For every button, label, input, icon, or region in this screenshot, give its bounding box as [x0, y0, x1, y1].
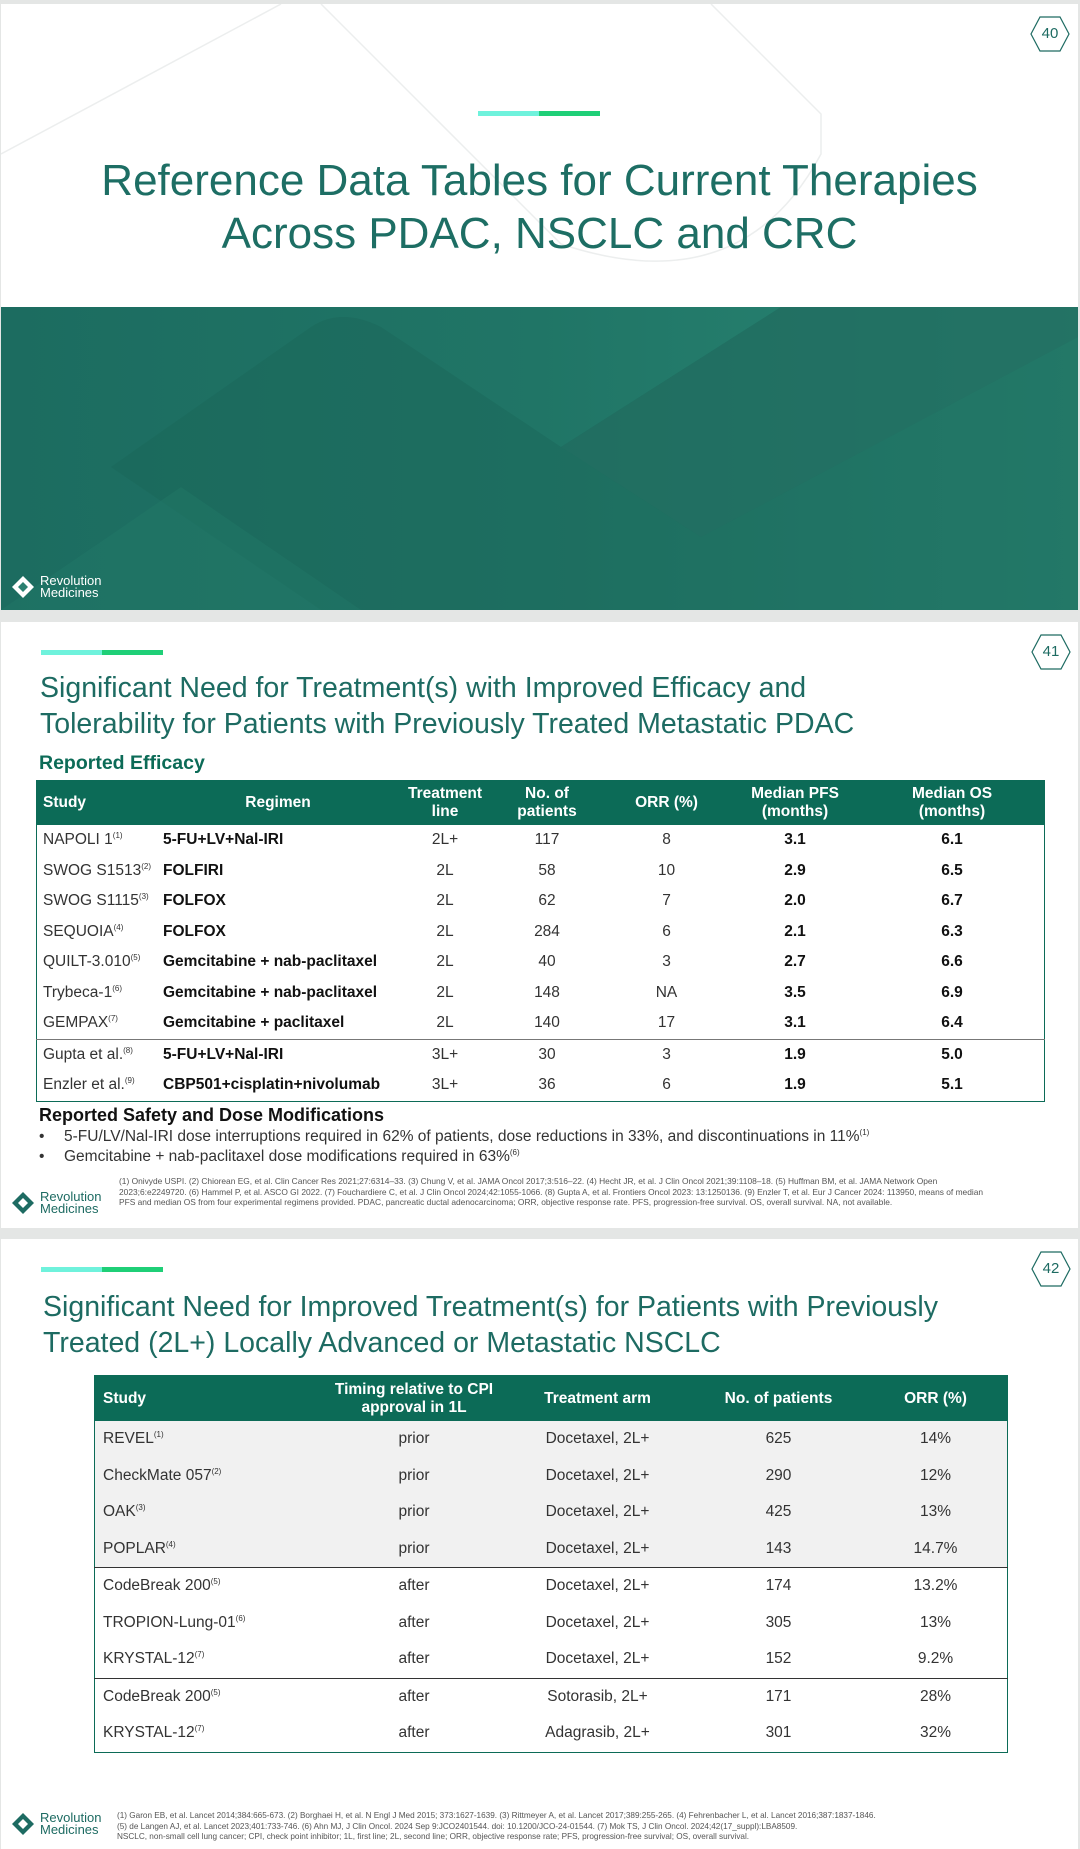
treatment-line-cell: 2L: [436, 861, 454, 879]
table-row: [37, 917, 1045, 948]
regimen-cell: Gemcitabine + nab-paclitaxel: [163, 953, 378, 971]
treatment-arm-cell: Docetaxel, 2L+: [502, 1458, 693, 1495]
footnote-line: (5) de Langen AJ, et al. Lancet 2023;401:733-746. (6) Ahn MJ, J Clin Oncol. 2024 Sep 9:JCO2401544. doi: 10.1200/JCO-24-01544. (7) Mok TS, J Clin Oncol. 2024;42(17_suppl):LBA8509.: [117, 1821, 798, 1831]
study-cell: [37, 978, 158, 1009]
treatment-line-cell: 3L+: [431, 1076, 459, 1094]
timing-cell: after: [398, 1613, 430, 1631]
regimen-cell: FOLFOX: [163, 922, 226, 940]
table-header-row: [37, 781, 1045, 826]
median-pfs-cell: 1.9: [784, 1076, 806, 1094]
orr-cell: 10: [657, 861, 676, 879]
reference-marker: (7): [108, 1014, 118, 1024]
treatment-arm-cell: Adagrasib, 2L+: [545, 1724, 650, 1742]
regimen-cell: Gemcitabine + paclitaxel: [163, 1014, 345, 1032]
treatment-line-cell: 2L+: [431, 831, 459, 849]
orr-cell: 6: [662, 922, 671, 940]
patients-cell: 152: [765, 1650, 792, 1668]
column-header-study: Study: [37, 781, 158, 826]
patients-cell: 290: [693, 1458, 864, 1495]
table-row: [37, 825, 1045, 856]
table-row: [95, 1531, 1008, 1568]
study-name: KRYSTAL-12: [103, 1724, 195, 1742]
timing-cell: after: [326, 1568, 502, 1605]
treatment-arm-cell: Docetaxel, 2L+: [502, 1421, 693, 1458]
logo-text-line1: Revolution: [40, 1810, 102, 1825]
slide-title-line2: Treated (2L+) Locally Advanced or Metastatic NSCLC: [43, 1327, 721, 1359]
footnote-line: NSCLC, non-small cell lung cancer; CPI, check point inhibitor; 1L, first line; 2L, second line; ORR, objective response rate; PFS, progression-free survival; OS, overall survival.: [117, 1832, 750, 1841]
slide-41: [1, 622, 1078, 1228]
regimen-cell: CBP501+cisplatin+nivolumab: [163, 1076, 381, 1094]
column-header-study: Study: [95, 1376, 327, 1422]
column-header-median-pfs: [730, 781, 860, 826]
reference-marker: (5): [130, 953, 141, 963]
study-cell: [95, 1421, 327, 1458]
logo-mark-icon: [11, 1191, 35, 1215]
study-cell: [95, 1458, 327, 1495]
regimen-cell: 5-FU+LV+Nal-IRI: [157, 1039, 399, 1070]
treatment-line-cell: 3L+: [399, 1039, 491, 1070]
footnotes: [117, 1811, 1072, 1843]
treatment-arm-cell: Docetaxel, 2L+: [545, 1650, 650, 1668]
median-os-cell: 5.1: [941, 1076, 963, 1094]
study-name: NAPOLI 1: [43, 831, 113, 849]
median-pfs-cell: 3.1: [784, 1014, 806, 1032]
median-os-cell: 6.7: [941, 892, 963, 910]
study-name: SWOG S1513: [43, 861, 142, 879]
column-header-orr: ORR (%): [864, 1376, 1008, 1422]
reference-marker: (1): [112, 831, 123, 841]
patients-cell: 30: [491, 1039, 603, 1070]
accent-bar: [41, 650, 163, 655]
reference-marker: (2): [211, 1466, 222, 1476]
reference-marker: (5): [210, 1577, 221, 1587]
study-cell: [37, 1008, 158, 1039]
page-number-badge: [1030, 16, 1070, 52]
list-item: [39, 1147, 869, 1167]
column-header-regimen: Regimen: [157, 781, 399, 826]
regimen-cell: FOLFOX: [163, 892, 226, 910]
column-header-patients: [491, 781, 603, 826]
study-name: Gupta et al.: [43, 1045, 124, 1063]
orr-cell: 13%: [919, 1613, 952, 1631]
study-name: POPLAR: [103, 1539, 166, 1557]
study-name: OAK: [103, 1503, 136, 1521]
treatment-arm-cell: Sotorasib, 2L+: [502, 1678, 693, 1715]
table-row: [37, 856, 1045, 887]
accent-bar: [41, 1267, 163, 1272]
patients-cell: 284: [534, 922, 560, 940]
timing-cell: prior: [326, 1531, 502, 1568]
orr-cell: 32%: [919, 1724, 952, 1742]
logo-text-line1: Revolution: [40, 1189, 102, 1204]
column-header-treatment-arm: Treatment arm: [502, 1376, 693, 1422]
orr-cell: 3: [603, 1039, 730, 1070]
column-header-median-os-text: Median OS (months): [911, 785, 993, 820]
median-os-cell: 6.6: [941, 953, 963, 971]
reference-marker: (1): [153, 1430, 164, 1440]
study-name: REVEL: [103, 1430, 154, 1448]
reference-marker: (9): [124, 1076, 135, 1086]
page-number-badge: [1031, 634, 1071, 670]
accent-bar: [478, 111, 600, 116]
orr-cell: 28%: [864, 1678, 1008, 1715]
table-row: [37, 886, 1045, 917]
orr-cell: 3: [662, 953, 671, 971]
column-header-treatment-line-text: Treatment line: [407, 785, 483, 820]
timing-cell: after: [398, 1724, 430, 1742]
table-row: [95, 1568, 1008, 1605]
study-name: GEMPAX: [43, 1014, 109, 1032]
column-header-median-os: [860, 781, 1045, 826]
slide-title: [43, 1289, 938, 1361]
orr-cell: 17: [657, 1014, 676, 1032]
patients-cell: 36: [538, 1076, 556, 1094]
footnote-line: (1) Garon EB, et al. Lancet 2014;384:665-673. (2) Borghaei H, et al. N Engl J Med 2015; 373:1627-1639. (3) Rittmeyer A, et al. Lancet 2017;389:255-265. (4) Fehrenbacher L, et al. Lancet 2016;387:1837-1846.: [117, 1811, 876, 1820]
slide-title-line1: Reference Data Tables for Current Therapies: [101, 156, 978, 205]
company-logo: [11, 575, 101, 599]
patients-cell: 174: [693, 1568, 864, 1605]
study-name: KRYSTAL-12: [103, 1650, 195, 1668]
page-number: 41: [1042, 643, 1060, 660]
page-number: 42: [1042, 1260, 1060, 1277]
study-name: CodeBreak 200: [103, 1687, 211, 1705]
study-cell: [37, 886, 158, 917]
table-row: [95, 1678, 1008, 1715]
treatment-line-cell: 2L: [436, 953, 454, 971]
orr-cell: 8: [662, 831, 671, 849]
column-header-timing-text: Timing relative to CPI approval in 1L: [334, 1380, 494, 1416]
column-header-timing: [326, 1376, 502, 1422]
study-cell: [95, 1678, 327, 1715]
study-name: SEQUOIA: [43, 922, 114, 940]
study-cell: [37, 917, 158, 948]
logo-text-line1: Revolution: [40, 573, 102, 588]
column-header-treatment-line: [399, 781, 491, 826]
company-logo: [11, 1191, 101, 1215]
study-name: Trybeca-1: [43, 983, 113, 1001]
median-pfs-cell: 1.9: [730, 1039, 860, 1070]
orr-cell: 14.7%: [864, 1531, 1008, 1568]
section-band: [1, 307, 1078, 610]
median-os-cell: 6.3: [941, 922, 963, 940]
table-row: [95, 1458, 1008, 1495]
efficacy-heading: Reported Efficacy: [39, 752, 205, 774]
bullet-text: Gemcitabine + nab-paclitaxel dose modifications required in 63%: [64, 1148, 510, 1165]
treatment-arm-cell: Docetaxel, 2L+: [502, 1531, 693, 1568]
logo-text-line2: Medicines: [40, 1822, 99, 1837]
page-number-badge: [1031, 1251, 1071, 1287]
orr-cell: 13.2%: [864, 1568, 1008, 1605]
median-os-cell: 6.9: [941, 983, 963, 1001]
reference-marker: (3): [138, 892, 149, 902]
patients-cell: 40: [538, 953, 556, 971]
slide-42: [1, 1239, 1078, 1849]
patients-cell: 171: [693, 1678, 864, 1715]
reference-marker: (5): [210, 1687, 221, 1697]
reference-marker: (4): [113, 922, 124, 932]
table-row: [95, 1641, 1008, 1678]
study-cell: [37, 1039, 158, 1070]
study-cell: [95, 1531, 327, 1568]
median-pfs-cell: 2.0: [784, 892, 806, 910]
patients-cell: 301: [765, 1724, 792, 1742]
patients-cell: 143: [693, 1531, 864, 1568]
regimen-cell: Gemcitabine + nab-paclitaxel: [163, 983, 378, 1001]
patients-cell: 625: [693, 1421, 864, 1458]
logo-mark-icon: [11, 575, 35, 599]
study-cell: [37, 856, 158, 887]
study-cell: [95, 1641, 327, 1678]
bullet-text: 5-FU/LV/Nal-IRI dose interruptions required in 62% of patients, dose reductions in 33%, and discontinuations in 11%: [64, 1128, 860, 1145]
study-cell: [95, 1715, 327, 1752]
slide-40: [1, 4, 1078, 610]
median-os-cell: 6.1: [941, 831, 963, 849]
study-name: CheckMate 057: [103, 1466, 212, 1484]
median-os-cell: 5.0: [860, 1039, 1045, 1070]
timing-cell: after: [398, 1650, 430, 1668]
table-row: [95, 1494, 1008, 1531]
table-row: [37, 1070, 1045, 1101]
regimen-cell: FOLFIRI: [163, 861, 224, 879]
orr-cell: 7: [662, 892, 671, 910]
reference-marker: (6): [112, 983, 122, 993]
page-number: 40: [1041, 25, 1059, 42]
reference-marker: (3): [135, 1503, 146, 1513]
patients-cell: 425: [693, 1494, 864, 1531]
table-row: [95, 1605, 1008, 1642]
logo-mark-icon: [11, 1812, 35, 1836]
treatment-arm-cell: Docetaxel, 2L+: [502, 1494, 693, 1531]
efficacy-table: [36, 780, 1045, 1102]
patients-cell: 140: [534, 1014, 560, 1032]
reference-marker: (6): [235, 1613, 246, 1623]
logo-text-line2: Medicines: [40, 1201, 99, 1216]
timing-cell: prior: [326, 1494, 502, 1531]
company-logo: [11, 1812, 101, 1836]
orr-cell: 13%: [864, 1494, 1008, 1531]
orr-cell: 9.2%: [917, 1650, 954, 1668]
slide-title: [1, 154, 1078, 260]
column-header-orr: ORR (%): [603, 781, 730, 826]
list-item: [39, 1127, 869, 1147]
nsclc-table: [94, 1375, 1008, 1753]
median-pfs-cell: 2.9: [784, 861, 806, 879]
table-row: [95, 1715, 1008, 1752]
table-row: [95, 1421, 1008, 1458]
reference-marker: (7): [194, 1724, 205, 1734]
timing-cell: after: [326, 1678, 502, 1715]
study-cell: [95, 1568, 327, 1605]
column-header-median-pfs-text: Median PFS (months): [751, 785, 839, 820]
logo-text-line2: Medicines: [40, 585, 99, 600]
study-cell: [95, 1494, 327, 1531]
study-cell: [95, 1605, 327, 1642]
study-cell: [37, 825, 158, 856]
patients-cell: 305: [765, 1613, 792, 1631]
orr-cell: 12%: [864, 1458, 1008, 1495]
orr-cell: 6: [662, 1076, 671, 1094]
study-name: SWOG S1115: [43, 892, 139, 910]
table-row: [37, 1039, 1045, 1070]
slide-title-line1: Significant Need for Treatment(s) with Improved Efficacy and: [40, 672, 807, 704]
timing-cell: prior: [326, 1458, 502, 1495]
slide-title: [40, 670, 854, 742]
orr-cell: 14%: [864, 1421, 1008, 1458]
column-header-patients: No. of patients: [693, 1376, 864, 1422]
median-pfs-cell: 3.5: [784, 983, 806, 1001]
reference-marker: (8): [123, 1045, 133, 1055]
study-cell: [37, 1070, 158, 1101]
reference-marker: (1): [859, 1127, 870, 1137]
median-os-cell: 6.5: [941, 861, 963, 879]
median-os-cell: 6.4: [941, 1014, 963, 1032]
safety-bullet-list: [39, 1127, 869, 1167]
study-name: TROPION-Lung-01: [103, 1613, 236, 1631]
regimen-cell: 5-FU+LV+Nal-IRI: [163, 831, 284, 849]
column-header-patients-text: No. of patients: [517, 785, 577, 820]
timing-cell: prior: [326, 1421, 502, 1458]
median-pfs-cell: 2.1: [784, 922, 806, 940]
study-name: CodeBreak 200: [103, 1577, 211, 1595]
patients-cell: 62: [538, 892, 556, 910]
slide-title-line2: Tolerability for Patients with Previously Treated Metastatic PDAC: [40, 708, 855, 740]
treatment-line-cell: 2L: [436, 922, 454, 940]
table-header-row: [95, 1376, 1008, 1422]
reference-marker: (4): [165, 1539, 176, 1549]
patients-cell: 58: [538, 861, 556, 879]
study-name: Enzler et al.: [43, 1076, 125, 1094]
treatment-line-cell: 2L: [436, 1014, 454, 1032]
safety-heading: Reported Safety and Dose Modifications: [39, 1105, 385, 1125]
treatment-arm-cell: Docetaxel, 2L+: [502, 1568, 693, 1605]
table-row: [37, 947, 1045, 978]
patients-cell: 148: [534, 983, 560, 1001]
median-pfs-cell: 3.1: [784, 831, 806, 849]
orr-cell: NA: [655, 983, 678, 1001]
reference-marker: (2): [141, 861, 151, 871]
treatment-line-cell: 2L: [436, 892, 454, 910]
table-row: [37, 1008, 1045, 1039]
reference-marker: (7): [194, 1650, 205, 1660]
study-cell: [37, 947, 158, 978]
treatment-line-cell: 2L: [436, 983, 454, 1001]
reference-marker: (6): [509, 1147, 520, 1157]
table-row: [37, 978, 1045, 1009]
slide-title-line1: Significant Need for Improved Treatment(s) for Patients with Previously: [43, 1291, 938, 1323]
study-name: QUILT-3.010: [43, 953, 131, 971]
treatment-arm-cell: Docetaxel, 2L+: [545, 1613, 650, 1631]
median-pfs-cell: 2.7: [784, 953, 806, 971]
slide-title-line2: Across PDAC, NSCLC and CRC: [221, 209, 858, 258]
patients-cell: 117: [534, 831, 560, 849]
footnotes: (1) Onivyde USPI. (2) Chiorean EG, et al. Clin Cancer Res 2021;27:6314–33. (3) Chung V, et al. JAMA Oncol 2017;3:516–22. (4) Hecht JR, et al. J Clin Oncol 2021;39:1108–18. (5) Huffman BM, et al. JAMA Network Open 2023;6:e2249720. (6) Hammel P, et al. ASCO GI 2022. (7) Fouchardiere C, et al. J Clin Oncol 2024;42:1055-1066. (8) Gupta A, et al. Frontiers Oncol 2023: 13:1250136. (9) Enzler T, et al. Eur J Cancer 2024: 113950, means of median PFS and median OS from four experimental regimens provided. PDAC, pancreatic ductal adenocarcinoma; ORR, objective response rate. PFS, progression-free survival. OS, overall survival. NA, not available.: [119, 1176, 984, 1207]
band-decoration: [1, 307, 1078, 610]
